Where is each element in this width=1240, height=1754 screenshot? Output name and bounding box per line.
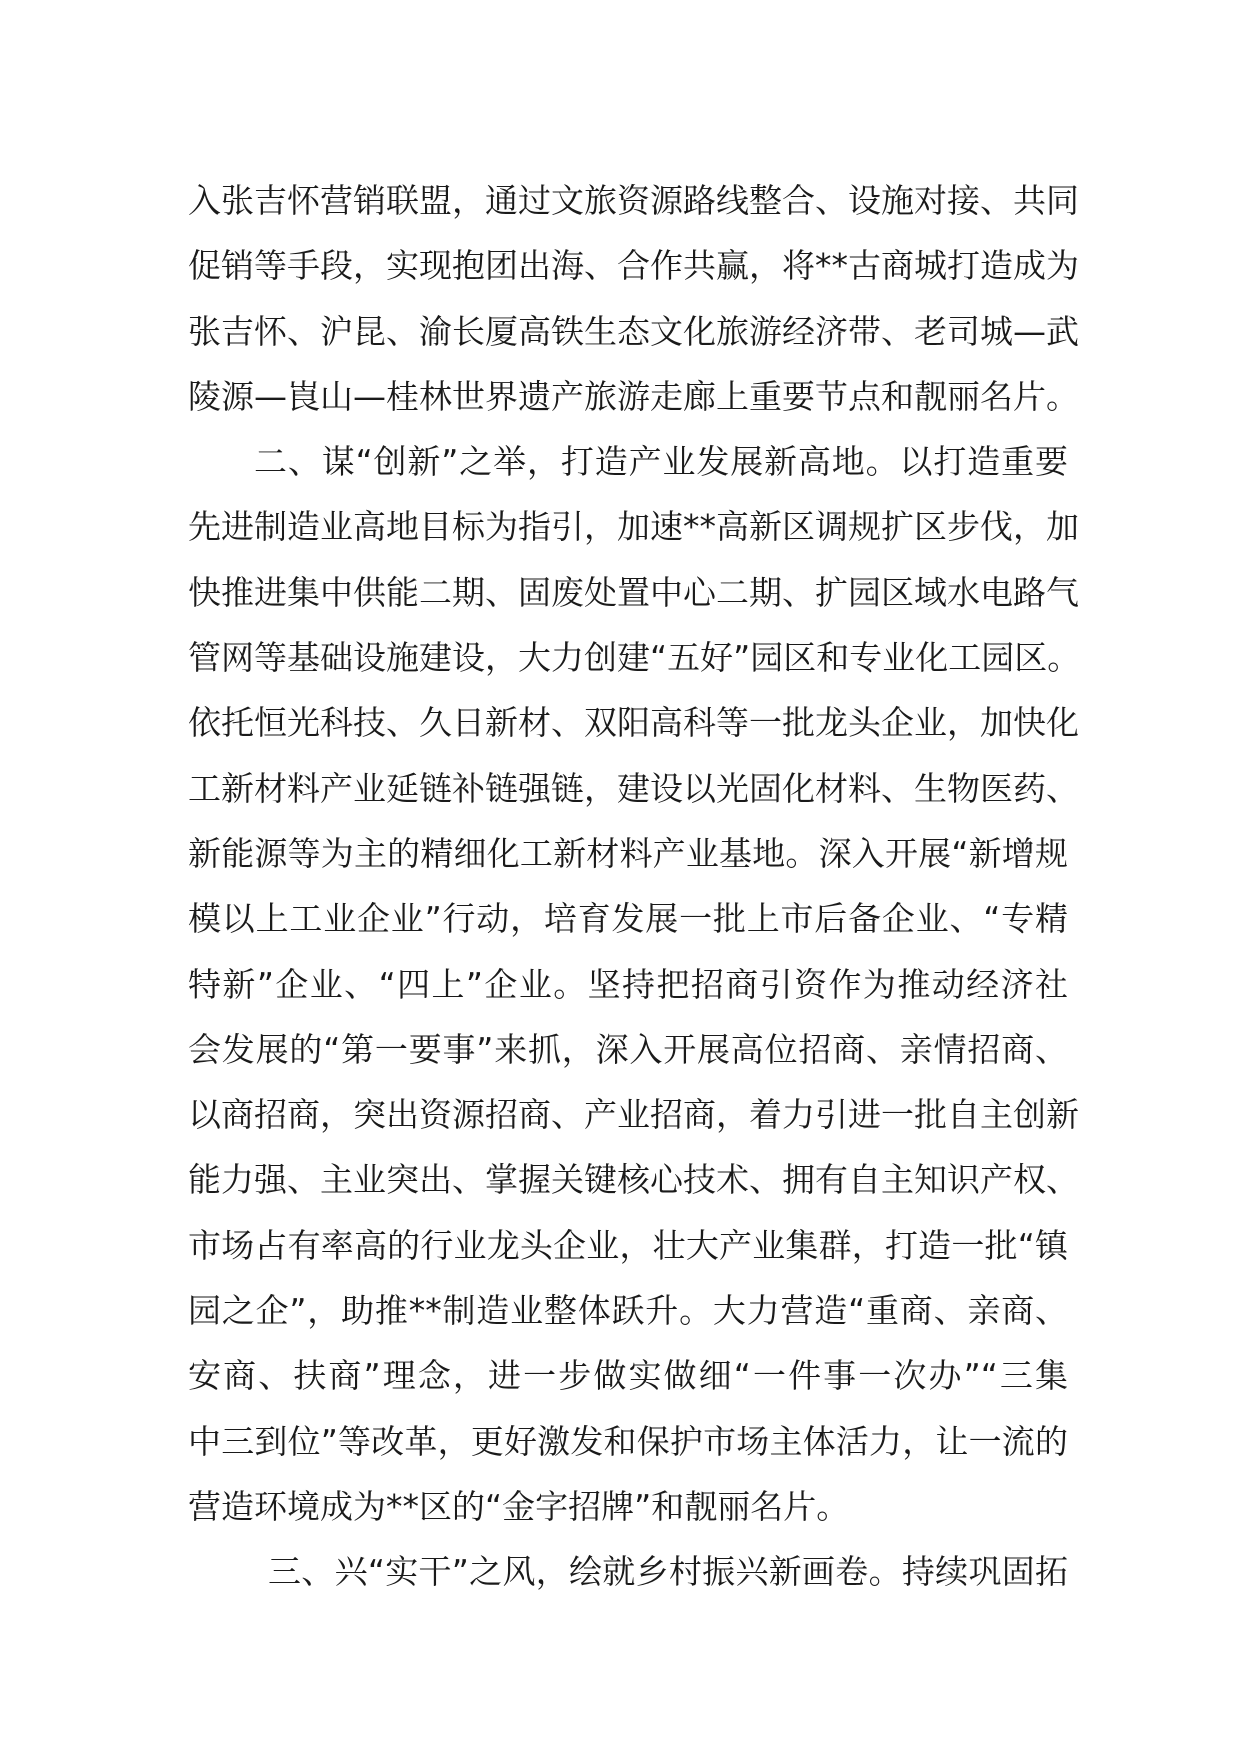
text-line: 工新材料产业延链补链强链，建设以光固化材料、生物医药、 (188, 768, 1079, 808)
text-line: 依托恒光科技、久日新材、双阳高科等一批龙头企业，加快化 (188, 703, 1079, 743)
text-line: 市场占有率高的行业龙头企业，壮大产业集群，打造一批“镇 (188, 1225, 1068, 1265)
text-line: 管网等基础设施建设，大力创建“五好”园区和专业化工园区。 (188, 638, 1081, 678)
text-line: 张吉怀、沪昆、渝长厦高铁生态文化旅游经济带、老司城—武 (188, 311, 1079, 351)
section-heading-line: 二、谋“创新”之举，打造产业发展新高地。以打造重要 (254, 442, 1068, 482)
text-line: 以商招商，突出资源招商、产业招商，着力引进一批自主创新 (188, 1095, 1079, 1135)
text-line: 新能源等为主的精细化工新材料产业基地。深入开展“新增规 (188, 833, 1068, 873)
text-line: 会发展的“第一要事”来抓，深入开展高位招商、亲情招商、 (188, 1029, 1068, 1069)
text-line: 能力强、主业突出、掌握关键核心技术、拥有自主知识产权、 (188, 1160, 1079, 1200)
text-line: 营造环境成为**区的“金字招牌”和靓丽名片。 (188, 1486, 850, 1526)
text-line: 陵源—崀山—桂林世界遗产旅游走廊上重要节点和靓丽名片。 (188, 376, 1079, 416)
text-line: 园之企”，助推**制造业整体跃升。大力营造“重商、亲商、 (188, 1291, 1068, 1331)
text-line: 中三到位”等改革，更好激发和保护市场主体活力，让一流的 (188, 1421, 1068, 1461)
text-line: 先进制造业高地目标为指引，加速**高新区调规扩区步伐，加 (188, 507, 1079, 547)
text-line: 模以上工业企业”行动，培育发展一批上市后备企业、“专精 (188, 899, 1068, 939)
text-line: 促销等手段，实现抱团出海、合作共赢，将**古商城打造成为 (188, 246, 1079, 286)
section-heading-line: 三、兴“实干”之风，绘就乡村振兴新画卷。持续巩固拓 (268, 1552, 1068, 1592)
body-text (188, 168, 1081, 1605)
text-line: 特新”企业、“四上”企业。坚持把招商引资作为推动经济社 (188, 964, 1068, 1004)
text-line: 入张吉怀营销联盟，通过文旅资源路线整合、设施对接、共同 (188, 181, 1079, 220)
text-line: 安商、扶商”理念，进一步做实做细“一件事一次办”“三集 (188, 1356, 1068, 1396)
text-line: 快推进集中供能二期、固废处置中心二期、扩园区域水电路气 (188, 572, 1079, 612)
